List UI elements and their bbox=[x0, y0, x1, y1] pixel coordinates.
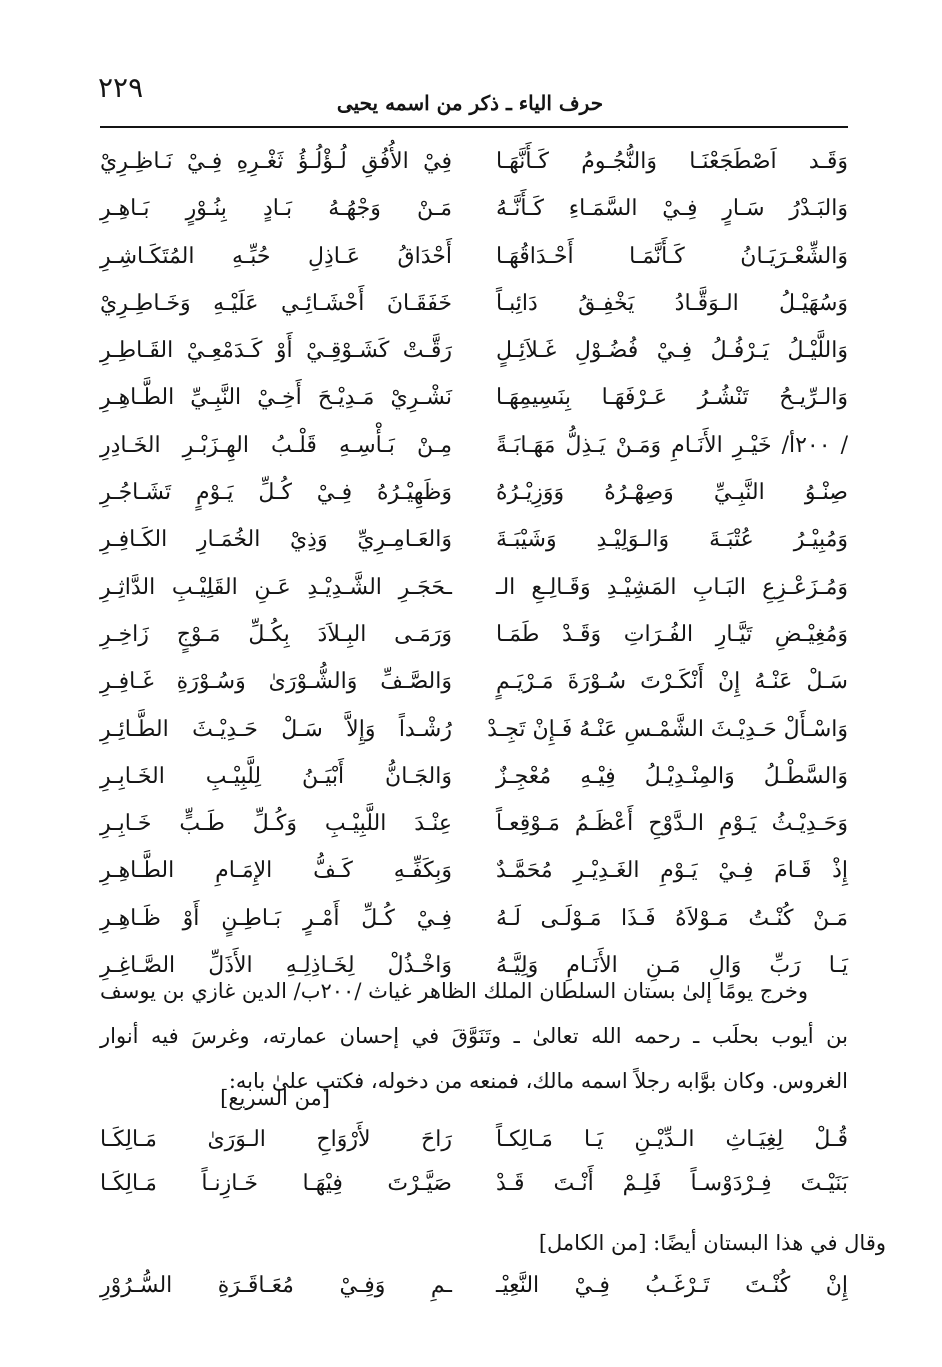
verse-line bbox=[100, 895, 848, 942]
hemistich-left: أَحْدَاقُ عَـاذِلِ حُبِّـهِ المُتَكَـاشِـرِ bbox=[100, 243, 452, 269]
hemistich-left: رُشْـداً وَإِلاَّ سَـلْ حَـدِيْـثَ الطَّـائِـرِ bbox=[100, 716, 452, 742]
hemistich-left: ـحَجَـرِ الشَّـدِيْـدِ عَـنِ القَلِيْـبِ الدَّاثِـرِ bbox=[100, 574, 452, 600]
verse-line bbox=[100, 611, 848, 658]
poem-block-1 bbox=[100, 138, 848, 989]
meter-label: [من السريع] bbox=[220, 1086, 330, 1110]
hemistich-left: نَشْـرِيْ مَـدِيْـحَ أَخِـيْ النَّبِـيِّ الطَّـاهِـرِ bbox=[100, 385, 452, 411]
hemistich-left: وَالصَّـفِّ وَالشُّـوْرَىٰ وَسُـوْرَةِ غَـافِـرِ bbox=[100, 669, 452, 695]
hemistich-right: وَاللَّيْـلُ يَـرْفُـلُ فِـيْ فُضُـوْلِ غَـلاَئِـلٍ bbox=[496, 338, 848, 364]
page-number: ٢٢٩ bbox=[98, 71, 144, 104]
hemistich-left: مِـنْ بَـأْسِـهِ قَلْـبُ الهِـزَبْـرِ الخَـادِرِ bbox=[100, 432, 452, 458]
hemistich-right: وَالسَّطْـلُ وَالمِنْـدِيْـلُ فِيْـهِ مُعْجِـزٌ bbox=[496, 763, 848, 789]
hemistich-right: وَاسْـأَلْ حَـدِيْـثَ الشَّمْـسِ عَنْـهُ فَـإِنْ تَجِـدْ bbox=[487, 716, 848, 742]
verse-line bbox=[100, 847, 848, 894]
hemistich-left: فِـيْ كُـلِّ أَمْـرٍ بَـاطِـنٍ أَوْ ظَـاهِـرِ bbox=[100, 905, 452, 931]
verse-line bbox=[100, 327, 848, 374]
verse-line bbox=[100, 564, 848, 611]
verse-line bbox=[100, 185, 848, 232]
verse-line bbox=[100, 706, 848, 753]
poem-block-2 bbox=[100, 1118, 848, 1206]
verse-line bbox=[100, 753, 848, 800]
hemistich-right: وَمُغِيْـضِ تَيَّـارِ الفُـرَاتِ وَقَـدْ طَمَـا bbox=[496, 621, 848, 647]
hemistich-left: فِيْ الأُفُقِ لُـؤْلُـؤُ ثَغْـرِهِ فِـيْ نَـاظِـرِيْ bbox=[100, 149, 452, 174]
hemistich-right: وَقَـد اَصْطَجَعْنَـا وَالنُّجُـومُ كَـأَنَّهَـا bbox=[496, 149, 848, 174]
hemistich-left: مَـنْ وَجْهُـهُ بَـادٍ بِنُـوْرٍ بَـاهِـرِ bbox=[100, 196, 452, 222]
hemistich-left: وَاخْـذُلْ لِخَـاذِلِـهِ الأَذَلِّ الصَّـاغِـرِ bbox=[100, 953, 452, 979]
hemistich-right: وَمُـزَعْـزِعِ البَـابِ المَشِيْـدِ وَقَـالِـعِ الـ bbox=[496, 574, 848, 600]
hemistich-right: وَالـرِّيـحُ تَنْشُـرُ عَـرْفَهَـا بِنَسِيمِهَـا bbox=[496, 385, 848, 411]
verse-line bbox=[100, 469, 848, 516]
running-title: حرف الياء ـ ذكر من اسمه يحيى bbox=[336, 91, 604, 115]
verse-line bbox=[100, 280, 848, 327]
verse-line bbox=[100, 658, 848, 705]
hemistich-left: وَالعَـامِـرِيِّ وَذِيْ الخُمَـارِ الكَـافِـرِ bbox=[100, 527, 452, 553]
hemistich-left: وَظَهِيْـرُهُ فِـيْ كُـلِّ يَـوْمٍ تَشَـاجُـرِ bbox=[100, 480, 452, 506]
header-rule bbox=[100, 126, 848, 128]
verse-line bbox=[100, 1262, 848, 1309]
hemistich-left: وَرَمَـى البِـلاَدَ بِكُـلِّ مَـوْجٍ زَاخِـرِ bbox=[100, 621, 452, 647]
verse-line bbox=[100, 233, 848, 280]
hemistich-right: وَمُبِيْـرُ عُتْبَـةَ وَالـوَلِيْـدِ وَشَيْبَـةَ bbox=[496, 527, 848, 553]
verse-line bbox=[100, 422, 848, 469]
hemistich-right: وَالبَـدْرُ سَـارٍ فِـيْ السَّمَـاءِ كَـأَنَّـهُ bbox=[496, 196, 848, 222]
hemistich-left: صَيَّـرْتَ فِيْهَـا خَـازِنـاً مَـالِكَـا bbox=[100, 1171, 452, 1196]
hemistich-right: بَنَيْـتَ فِـرْدَوْسـاً فَلِـمْ أَنْـتَ قَـدْ bbox=[496, 1171, 848, 1196]
hemistich-right: إِنْ كُنْـتَ تَـرْغَـبُ فِـيْ النَّعِيْـ bbox=[496, 1273, 848, 1298]
hemistich-right: سَـلْ عَنْـهُ إِنْ أَنْكَـرْتَ سُـوْرَةَ مَـرْيَـمٍ bbox=[496, 669, 848, 695]
verse-line bbox=[100, 138, 848, 185]
hemistich-right: وَحَـدِيْـثُ يَـوْمِ الـدَّوْحِ أَعْظَـمُ مَـوْقِعـاً bbox=[496, 811, 848, 837]
hemistich-right: مَـنْ كُنْـتُ مَـوْلاَهُ فَـذَا مَـوْلَـى لَـهُ bbox=[496, 905, 848, 931]
hemistich-right: وَالشِّعْـرَيَـانُ كَـأَنَّمَـا أَحْـدَاقُهَـا bbox=[496, 243, 848, 269]
prose-paragraph: وخرج يومًا إلىٰ بستان السلطان الملك الظاهر غياث /٢٠٠ب/ الدين غازي بن يوسف بن أيوب بحلَب ـ رحمه الله تعالىٰ ـ وتَنَوَّقَ في إحسان عمارته، وغرسَ فيه أنوار الغروس. وكان بوَّابه رجلاً اسمه مالك، فمنعه من دخوله، فكتب علىٰ بابه: bbox=[100, 979, 848, 1093]
prose-intro-line: وقال في هذا البستان أيضًا: [من الكامل] bbox=[538, 1231, 886, 1255]
verse-line bbox=[100, 800, 848, 847]
verse-line bbox=[100, 1118, 848, 1162]
hemistich-left: وَبِكَفِّـهِ كَـفُّ الإِمَـامِ الطَّـاهِـرِ bbox=[100, 858, 452, 884]
poem-block-3 bbox=[100, 1262, 848, 1309]
hemistich-left: خَفَقَـانَ أَحْشَـائِـي عَلَيْـهِ وَخَـاطِـرِيْ bbox=[100, 290, 452, 316]
hemistich-right: / ٢٠٠أ/ خَيْـرِ الأَنَـامِ وَمَـنْ يَـذِلُّ مَهَـابَـةً bbox=[496, 432, 848, 458]
hemistich-right: وَسُهَيْـلُ الـوَقَّـادُ يَخْفِـقُ دَائِبـاً bbox=[496, 290, 848, 316]
hemistich-left: ـمِ وَفِـيْ مُعَـاقَـرَةِ السُّـرُوْرِ bbox=[100, 1273, 452, 1298]
hemistich-right: إِذْ قَـامَ فِـيْ يَـوْمِ الغَـدِيْـرِ مُحَمَّـدٌ bbox=[496, 858, 848, 884]
hemistich-right: يَـا رَبِّ وَالِ مَـنِ الأَنَـامِ وَلِيَّـهُ bbox=[496, 953, 848, 979]
verse-line bbox=[100, 516, 848, 563]
hemistich-left: عِنْـدَ اللَّبِيْـبِ وَكُـلِّ طَـبٍّ خَـابِـرِ bbox=[100, 811, 452, 837]
hemistich-left: رَاحَ لأَرْوَاحِ الـوَرَىٰ مَـالِكَـا bbox=[100, 1127, 452, 1152]
hemistich-left: وَالجَـانُّ أَبْيَـنُ لِلَّبِيْـبِ الخَـابِـرِ bbox=[100, 763, 452, 789]
hemistich-right: صِنْـوُ النَّبِـيِّ وَصِهْـرُهُ وَوَزِيْـرُهُ bbox=[496, 480, 848, 506]
verse-line bbox=[100, 1162, 848, 1206]
hemistich-left: رَقَّـتْ كَشَـوْقِـيْ أَوْ كَـدَمْعِـيْ القَـاطِـرِ bbox=[100, 338, 452, 364]
hemistich-right: قُـلْ لِغِيَـاثِ الـدِّيْـنِ يَـا مَـالِكـاً bbox=[496, 1127, 848, 1152]
verse-line bbox=[100, 374, 848, 421]
